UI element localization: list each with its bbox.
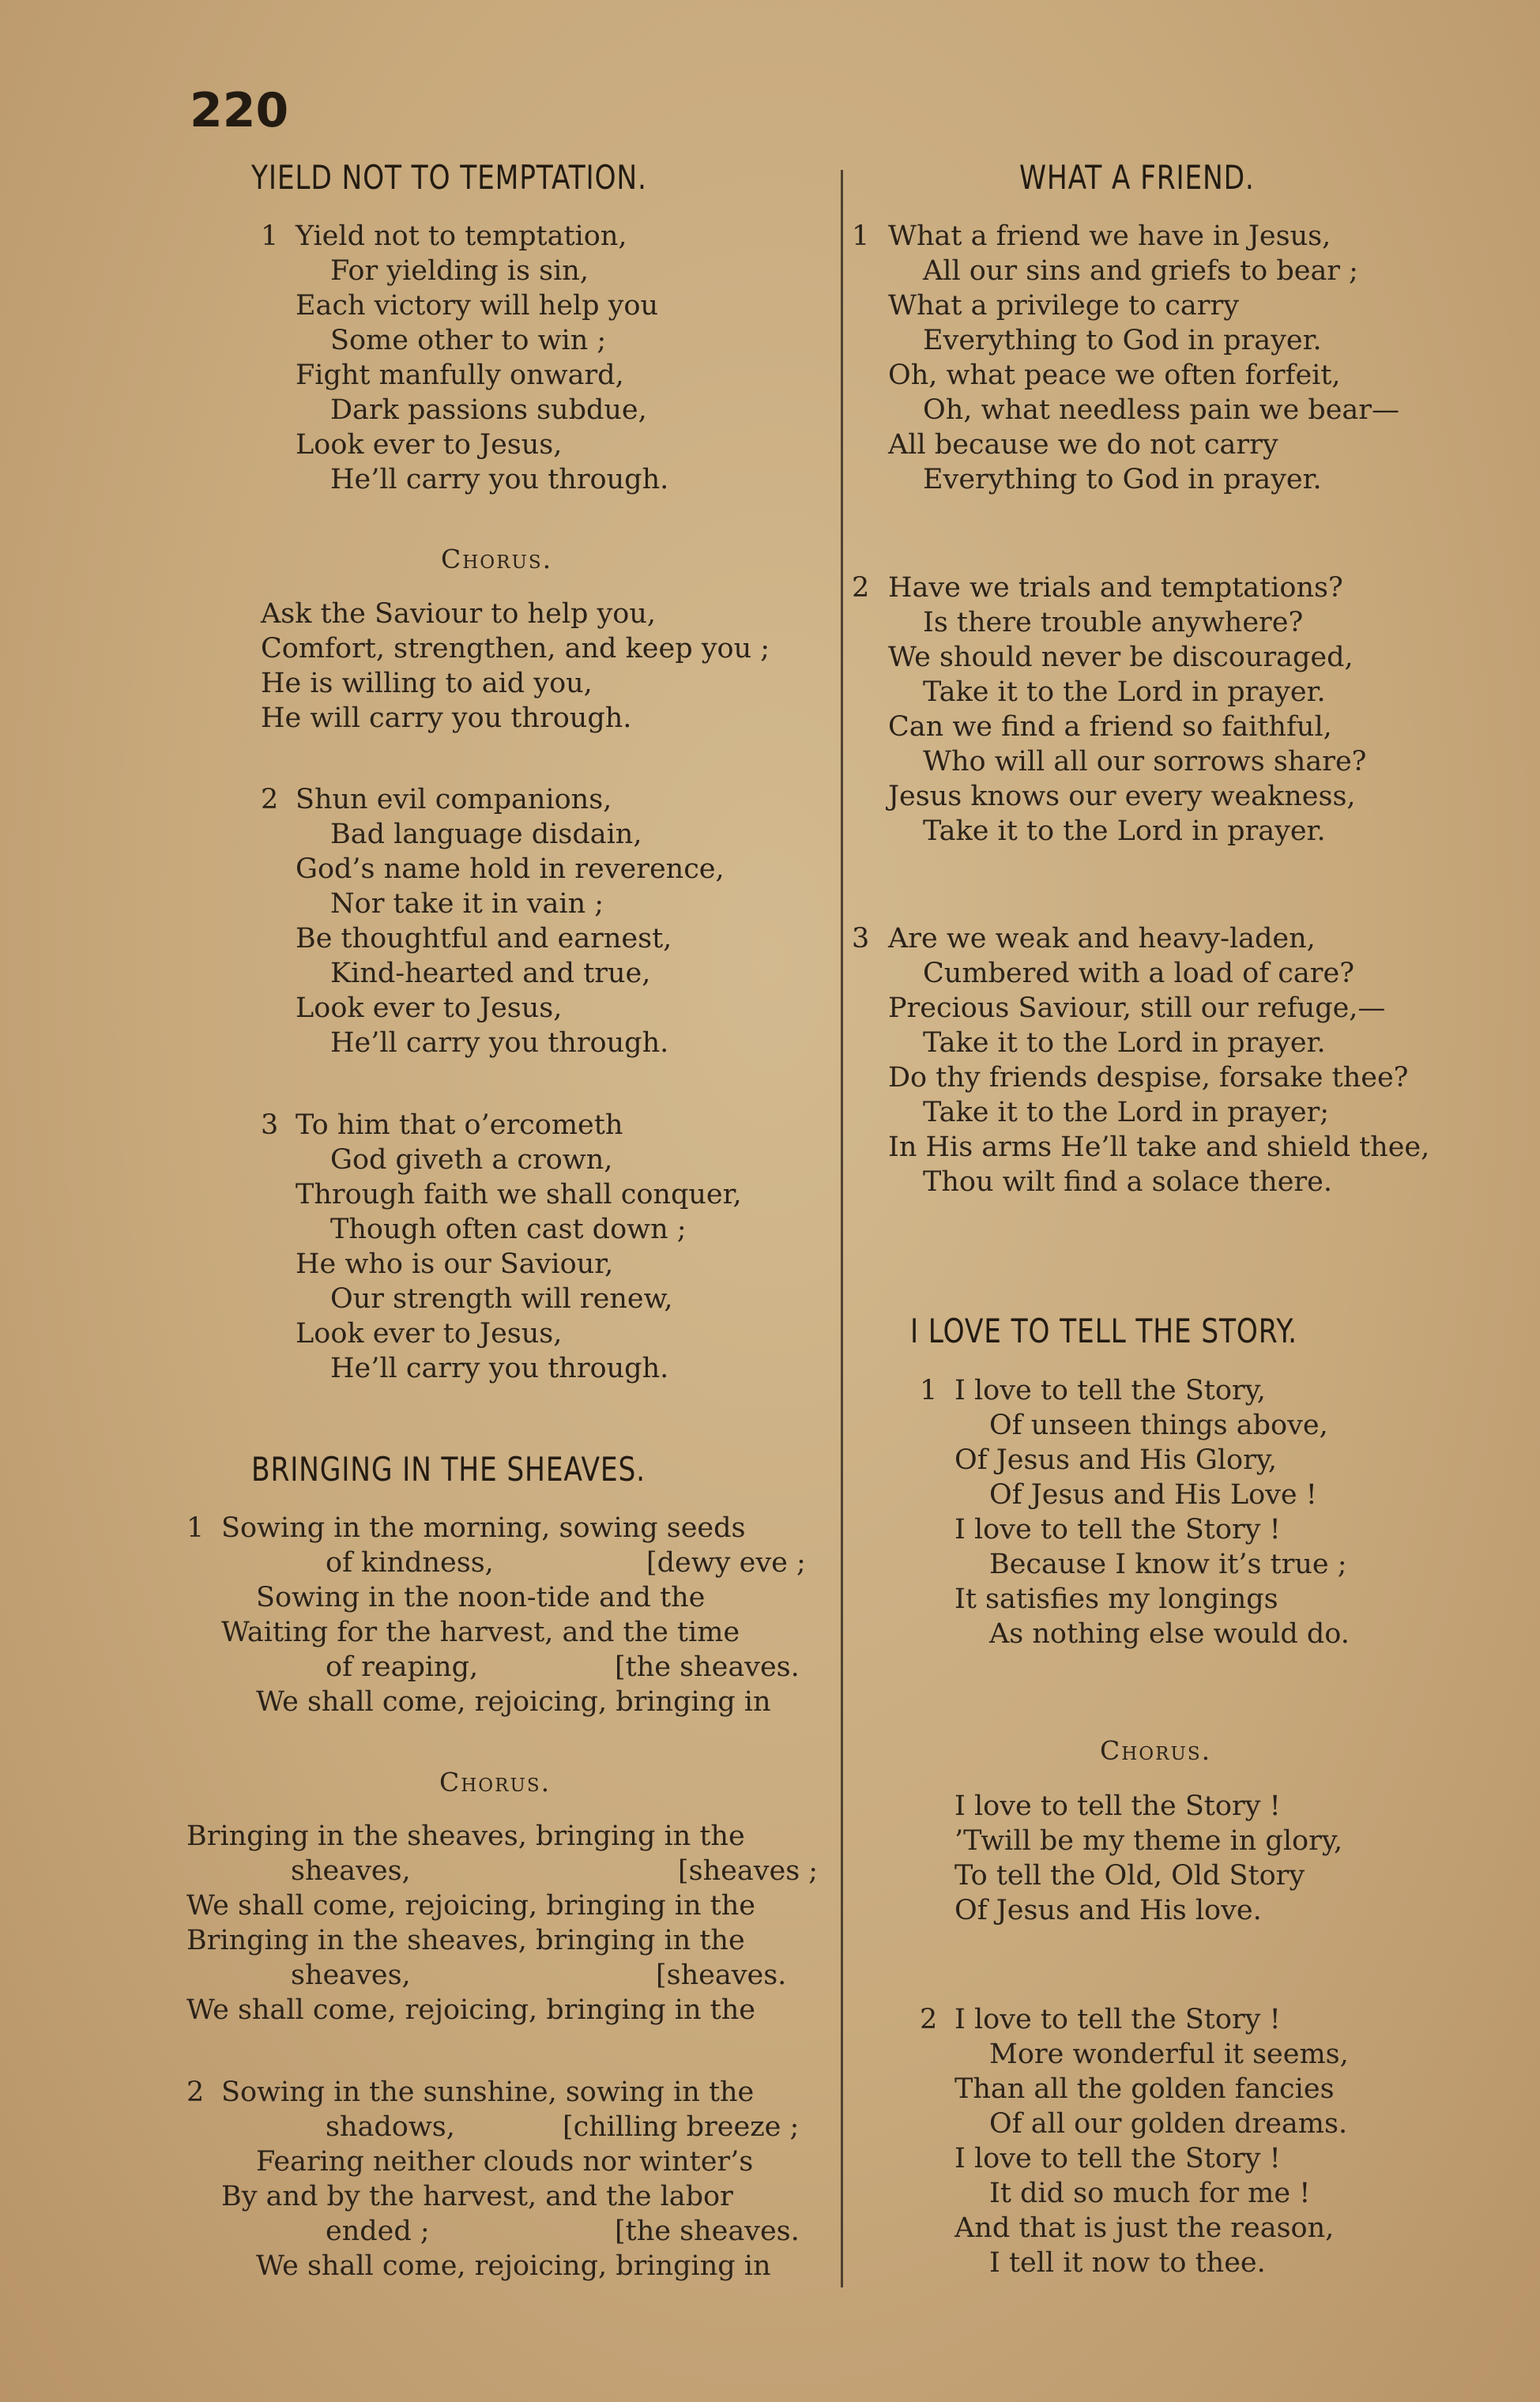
chorus-line: Bringing in the sheaves, bringing in the	[186, 1925, 745, 1956]
lyric-line: Who will all our sorrows share?	[923, 746, 1367, 777]
lyric-line: More wonderful it seems,	[989, 2039, 1349, 2070]
lyric-line: Shun evil companions,	[296, 784, 612, 815]
lyric-line: Yield not to temptation,	[296, 220, 627, 252]
lyric-line: Look ever to Jesus,	[296, 1318, 563, 1350]
chorus-line: Of Jesus and His love.	[954, 1895, 1262, 1926]
chorus-line: I love to tell the Story !	[954, 1790, 1281, 1822]
lyric-line-carryover: [chilling breeze ;	[563, 2111, 800, 2143]
lyric-line: Everything to God in prayer.	[923, 325, 1322, 356]
lyric-line: Of unseen things above,	[989, 1410, 1328, 1441]
verse-number: 2	[852, 572, 870, 604]
chorus-line: He is willing to aid you,	[261, 668, 593, 699]
lyric-line: of kindness,	[326, 1547, 494, 1579]
chorus-line: sheaves,	[291, 1960, 411, 1991]
verse-number: 1	[261, 220, 279, 252]
lyric-line: Is there trouble anywhere?	[923, 607, 1304, 638]
chorus-line: We shall come, rejoicing, bringing in the	[186, 1890, 755, 1922]
lyric-line: Fearing neither clouds nor winter’s	[256, 2146, 754, 2178]
lyric-line: It did so much for me !	[989, 2178, 1311, 2209]
lyric-line: It satisfies my longings	[954, 1583, 1278, 1615]
lyric-line: God giveth a crown,	[330, 1144, 613, 1176]
lyric-line: And that is just the reason,	[954, 2212, 1335, 2244]
lyric-line: Jesus knows our every weakness,	[888, 781, 1356, 812]
lyric-line: He who is our Saviour,	[296, 1248, 614, 1280]
lyric-line: We should never be discouraged,	[888, 642, 1354, 673]
lyric-line: As nothing else would do.	[989, 1618, 1350, 1650]
lyric-line: shadows,	[326, 2111, 455, 2143]
page-number: 220	[190, 83, 289, 138]
lyric-line: Of all our golden dreams.	[989, 2108, 1348, 2140]
chorus-line: Ask the Saviour to help you,	[261, 598, 657, 630]
lyric-line-carryover: [the sheaves.	[615, 2216, 800, 2247]
chorus-label: Chorus.	[441, 544, 553, 574]
lyric-line: Take it to the Lord in prayer.	[923, 676, 1326, 708]
lyric-line: I love to tell the Story !	[954, 2004, 1281, 2035]
lyric-line: Everything to God in prayer.	[923, 464, 1322, 495]
chorus-line: sheaves,	[291, 1855, 411, 1887]
hymn-title-yield-not-to-temptation: YIELD NOT TO TEMPTATION.	[251, 158, 647, 197]
chorus-line: Bringing in the sheaves, bringing in the	[186, 1820, 745, 1852]
lyric-line: Through faith we shall conquer,	[296, 1179, 742, 1210]
lyric-line: Can we find a friend so faithful,	[888, 711, 1332, 743]
lyric-line: Have we trials and temptations?	[888, 572, 1343, 604]
lyric-line: Of Jesus and His Glory,	[954, 1444, 1278, 1476]
hymn-title-what-a-friend: WHAT A FRIEND.	[1019, 158, 1255, 197]
lyric-line-carryover: [the sheaves.	[615, 1651, 800, 1683]
lyric-line: Than all the golden fancies	[954, 2073, 1335, 2105]
lyric-line: Do thy friends despise, forsake thee?	[888, 1062, 1409, 1094]
chorus-label: Chorus.	[439, 1767, 552, 1798]
lyric-line-carryover: [dewy eve ;	[646, 1547, 806, 1579]
lyric-line: Nor take it in vain ;	[330, 888, 604, 920]
lyric-line: He’ll carry you through.	[330, 1353, 669, 1384]
lyric-line: Each victory will help you	[296, 290, 659, 322]
verse-number: 1	[920, 1375, 938, 1406]
lyric-line: Are we weak and heavy-laden,	[888, 923, 1316, 954]
lyric-line: Precious Saviour, still our refuge,—	[888, 992, 1386, 1024]
lyric-line: Be thoughtful and earnest,	[296, 923, 672, 954]
verse-number: 2	[261, 784, 279, 815]
lyric-line: For yielding is sin,	[330, 255, 589, 287]
lyric-line: I love to tell the Story !	[954, 2143, 1281, 2174]
verse-number: 1	[852, 220, 870, 252]
lyric-line: Our strength will renew,	[330, 1283, 673, 1315]
lyric-line: I love to tell the Story !	[954, 1514, 1281, 1545]
hymn-title-i-love-to-tell-the-story: I LOVE TO TELL THE STORY.	[910, 1312, 1297, 1350]
lyric-line: By and by the harvest, and the labor	[221, 2181, 733, 2212]
chorus-label: Chorus.	[1100, 1735, 1212, 1766]
lyric-line: God’s name hold in reverence,	[296, 853, 725, 885]
hymn-title-bringing-in-the-sheaves: BRINGING IN THE SHEAVES.	[251, 1450, 646, 1489]
lyric-line: I tell it now to thee.	[989, 2247, 1266, 2279]
lyric-line: We shall come, rejoicing, bringing in	[256, 2250, 771, 2282]
lyric-line: Take it to the Lord in prayer.	[923, 1027, 1326, 1059]
lyric-line: Sowing in the sunshine, sowing in the	[221, 2076, 755, 2108]
lyric-line: Look ever to Jesus,	[296, 429, 563, 461]
lyric-line: Though often cast down ;	[330, 1214, 687, 1245]
lyric-line: Of Jesus and His Love !	[989, 1479, 1317, 1511]
chorus-line: He will carry you through.	[261, 702, 632, 734]
lyric-line: Sowing in the morning, sowing seeds	[221, 1512, 746, 1544]
lyric-line: Oh, what peace we often forfeit,	[888, 360, 1341, 391]
chorus-line-carryover: [sheaves ;	[678, 1855, 819, 1887]
lyric-line: What a privilege to carry	[888, 290, 1239, 322]
chorus-line: We shall come, rejoicing, bringing in the	[186, 1994, 755, 2026]
lyric-line: Cumbered with a load of care?	[923, 958, 1354, 989]
lyric-line: All our sins and griefs to bear ;	[923, 255, 1358, 287]
lyric-line: Dark passions subdue,	[330, 394, 647, 426]
lyric-line: He’ll carry you through.	[330, 1027, 669, 1059]
lyric-line: We shall come, rejoicing, bringing in	[256, 1686, 771, 1718]
lyric-line: Because I know it’s true ;	[989, 1549, 1347, 1580]
verse-number: 1	[186, 1512, 205, 1544]
lyric-line: Sowing in the noon-tide and the	[256, 1582, 706, 1613]
lyric-line: ended ;	[326, 2216, 430, 2247]
verse-number: 2	[920, 2004, 938, 2035]
lyric-line: Look ever to Jesus,	[296, 992, 563, 1024]
lyric-line: Oh, what needless pain we bear—	[923, 394, 1400, 426]
lyric-line: Waiting for the harvest, and the time	[221, 1617, 740, 1648]
lyric-line: Bad language disdain,	[330, 819, 642, 850]
chorus-line: To tell the Old, Old Story	[954, 1860, 1305, 1892]
verse-number: 2	[186, 2076, 205, 2108]
chorus-line: ’Twill be my theme in glory,	[954, 1825, 1343, 1857]
column-divider	[841, 170, 843, 2287]
lyric-line: Kind-hearted and true,	[330, 958, 651, 989]
chorus-line: Comfort, strengthen, and keep you ;	[261, 633, 770, 665]
lyric-line: To him that o’ercometh	[296, 1109, 623, 1141]
lyric-line: of reaping,	[326, 1651, 479, 1683]
lyric-line: He’ll carry you through.	[330, 464, 669, 495]
chorus-line-carryover: [sheaves.	[656, 1960, 787, 1991]
lyric-line: Thou wilt find a solace there.	[923, 1166, 1332, 1198]
lyric-line: Fight manfully onward,	[296, 360, 624, 391]
lyric-line: What a friend we have in Jesus,	[888, 220, 1331, 252]
lyric-line: Take it to the Lord in prayer.	[923, 815, 1326, 847]
lyric-line: In His arms He’ll take and shield thee,	[888, 1131, 1430, 1163]
lyric-line: I love to tell the Story,	[954, 1375, 1266, 1406]
verse-number: 3	[261, 1109, 279, 1141]
verse-number: 3	[852, 923, 870, 954]
lyric-line: All because we do not carry	[888, 429, 1278, 461]
lyric-line: Some other to win ;	[330, 325, 607, 356]
lyric-line: Take it to the Lord in prayer;	[923, 1097, 1330, 1128]
